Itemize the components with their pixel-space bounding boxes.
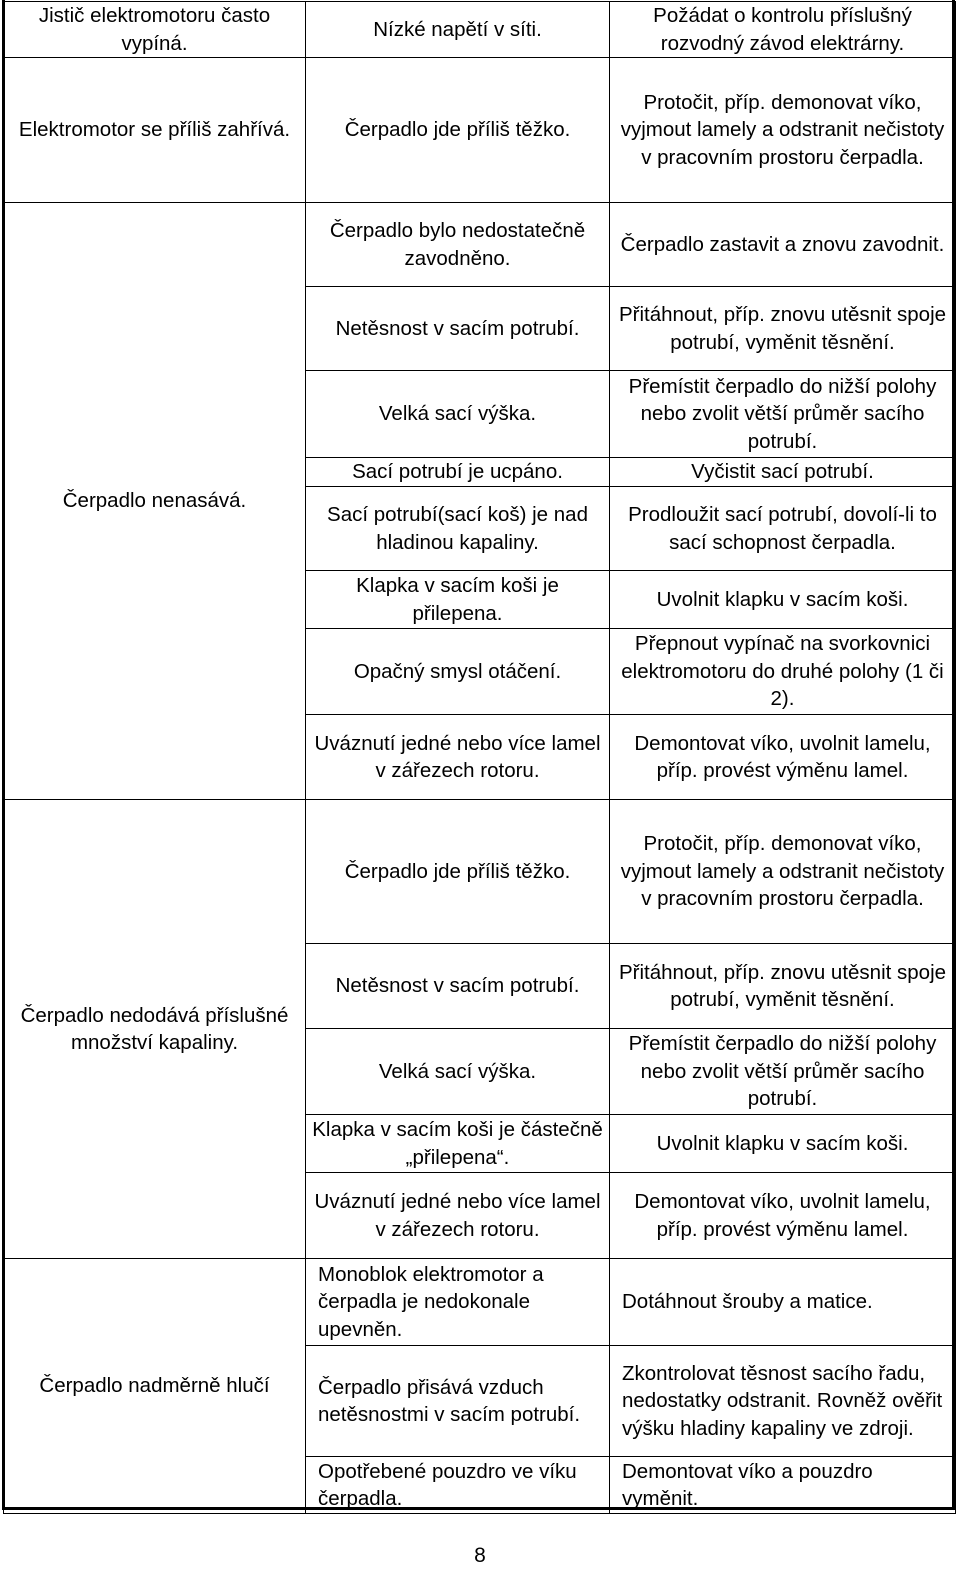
table-row [4, 1259, 956, 1346]
fault-cell: Elektromotor se příliš zahřívá. [4, 58, 306, 203]
cause-cell: Klapka v sacím koši je přilepena. [306, 571, 610, 629]
remedy-cell: Dotáhnout šrouby a matice. [610, 1259, 956, 1346]
cause-cell: Čerpadlo bylo nedostatečně zavodněno. [306, 203, 610, 287]
cause-cell: Opotřebené pouzdro ve víku čerpadla. [306, 1457, 610, 1514]
remedy-cell: Přepnout vypínač na svorkovnici elektromotoru do druhé polohy (1 či 2). [610, 629, 956, 715]
remedy-cell: Demontovat víko a pouzdro vyměnit. [610, 1457, 956, 1514]
cause-cell: Uváznutí jedné nebo více lamel v zářezech rotoru. [306, 1173, 610, 1259]
remedy-cell: Přitáhnout, příp. znovu utěsnit spoje potrubí, vyměnit těsnění. [610, 944, 956, 1029]
cause-cell: Nízké napětí v síti. [306, 2, 610, 58]
cause-cell: Sací potrubí(sací koš) je nad hladinou kapaliny. [306, 487, 610, 571]
cause-cell: Čerpadlo jde příliš těžko. [306, 58, 610, 203]
remedy-cell: Přemístit čerpadlo do nižší polohy nebo zvolit větší průměr sacího potrubí. [610, 1029, 956, 1115]
remedy-cell: Protočit, příp. demonovat víko, vyjmout lamely a odstranit nečistoty v pracovním prostoru čerpadla. [610, 58, 956, 203]
cause-cell: Velká sací výška. [306, 1029, 610, 1115]
fault-cell: Čerpadlo nedodává příslušné množství kapaliny. [4, 800, 306, 1259]
remedy-cell: Demontovat víko, uvolnit lamelu, příp. provést výměnu lamel. [610, 715, 956, 800]
fault-cell: Jistič elektromotoru často vypíná. [4, 2, 306, 58]
table-row [4, 58, 956, 203]
cause-cell: Netěsnost v sacím potrubí. [306, 944, 610, 1029]
table-row [4, 203, 956, 287]
remedy-cell: Uvolnit klapku v sacím koši. [610, 571, 956, 629]
fault-cell: Čerpadlo nenasává. [4, 203, 306, 800]
remedy-cell: Přitáhnout, příp. znovu utěsnit spoje potrubí, vyměnit těsnění. [610, 287, 956, 371]
remedy-cell: Požádat o kontrolu příslušný rozvodný závod elektrárny. [610, 2, 956, 58]
table-row [4, 2, 956, 58]
cause-cell: Klapka v sacím koši je částečně „přilepena“. [306, 1115, 610, 1173]
remedy-cell: Prodloužit sací potrubí, dovolí-li to sací schopnost čerpadla. [610, 487, 956, 571]
remedy-cell: Demontovat víko, uvolnit lamelu, příp. provést výměnu lamel. [610, 1173, 956, 1259]
remedy-cell: Vyčistit sací potrubí. [610, 458, 956, 487]
cause-cell: Uváznutí jedné nebo více lamel v zářezech rotoru. [306, 715, 610, 800]
page-number: 8 [474, 1544, 486, 1567]
table-row [4, 800, 956, 944]
cause-cell: Čerpadlo přisává vzduch netěsnostmi v sacím potrubí. [306, 1346, 610, 1457]
remedy-cell: Protočit, příp. demonovat víko, vyjmout lamely a odstranit nečistoty v pracovním prostoru čerpadla. [610, 800, 956, 944]
remedy-cell: Přemístit čerpadlo do nižší polohy nebo zvolit větší průměr sacího potrubí. [610, 371, 956, 458]
remedy-cell: Čerpadlo zastavit a znovu zavodnit. [610, 203, 956, 287]
cause-cell: Monoblok elektromotor a čerpadla je nedokonale upevněn. [306, 1259, 610, 1346]
remedy-cell: Zkontrolovat těsnost sacího řadu, nedostatky odstranit. Rovněž ověřit výšku hladiny kapaliny ve zdroji. [610, 1346, 956, 1457]
remedy-cell: Uvolnit klapku v sacím koši. [610, 1115, 956, 1173]
cause-cell: Netěsnost v sacím potrubí. [306, 287, 610, 371]
cause-cell: Sací potrubí je ucpáno. [306, 458, 610, 487]
cause-cell: Opačný smysl otáčení. [306, 629, 610, 715]
fault-cell: Čerpadlo nadměrně hlučí [4, 1259, 306, 1514]
cause-cell: Velká sací výška. [306, 371, 610, 458]
cause-cell: Čerpadlo jde příliš těžko. [306, 800, 610, 944]
troubleshooting-table [3, 1, 956, 1514]
